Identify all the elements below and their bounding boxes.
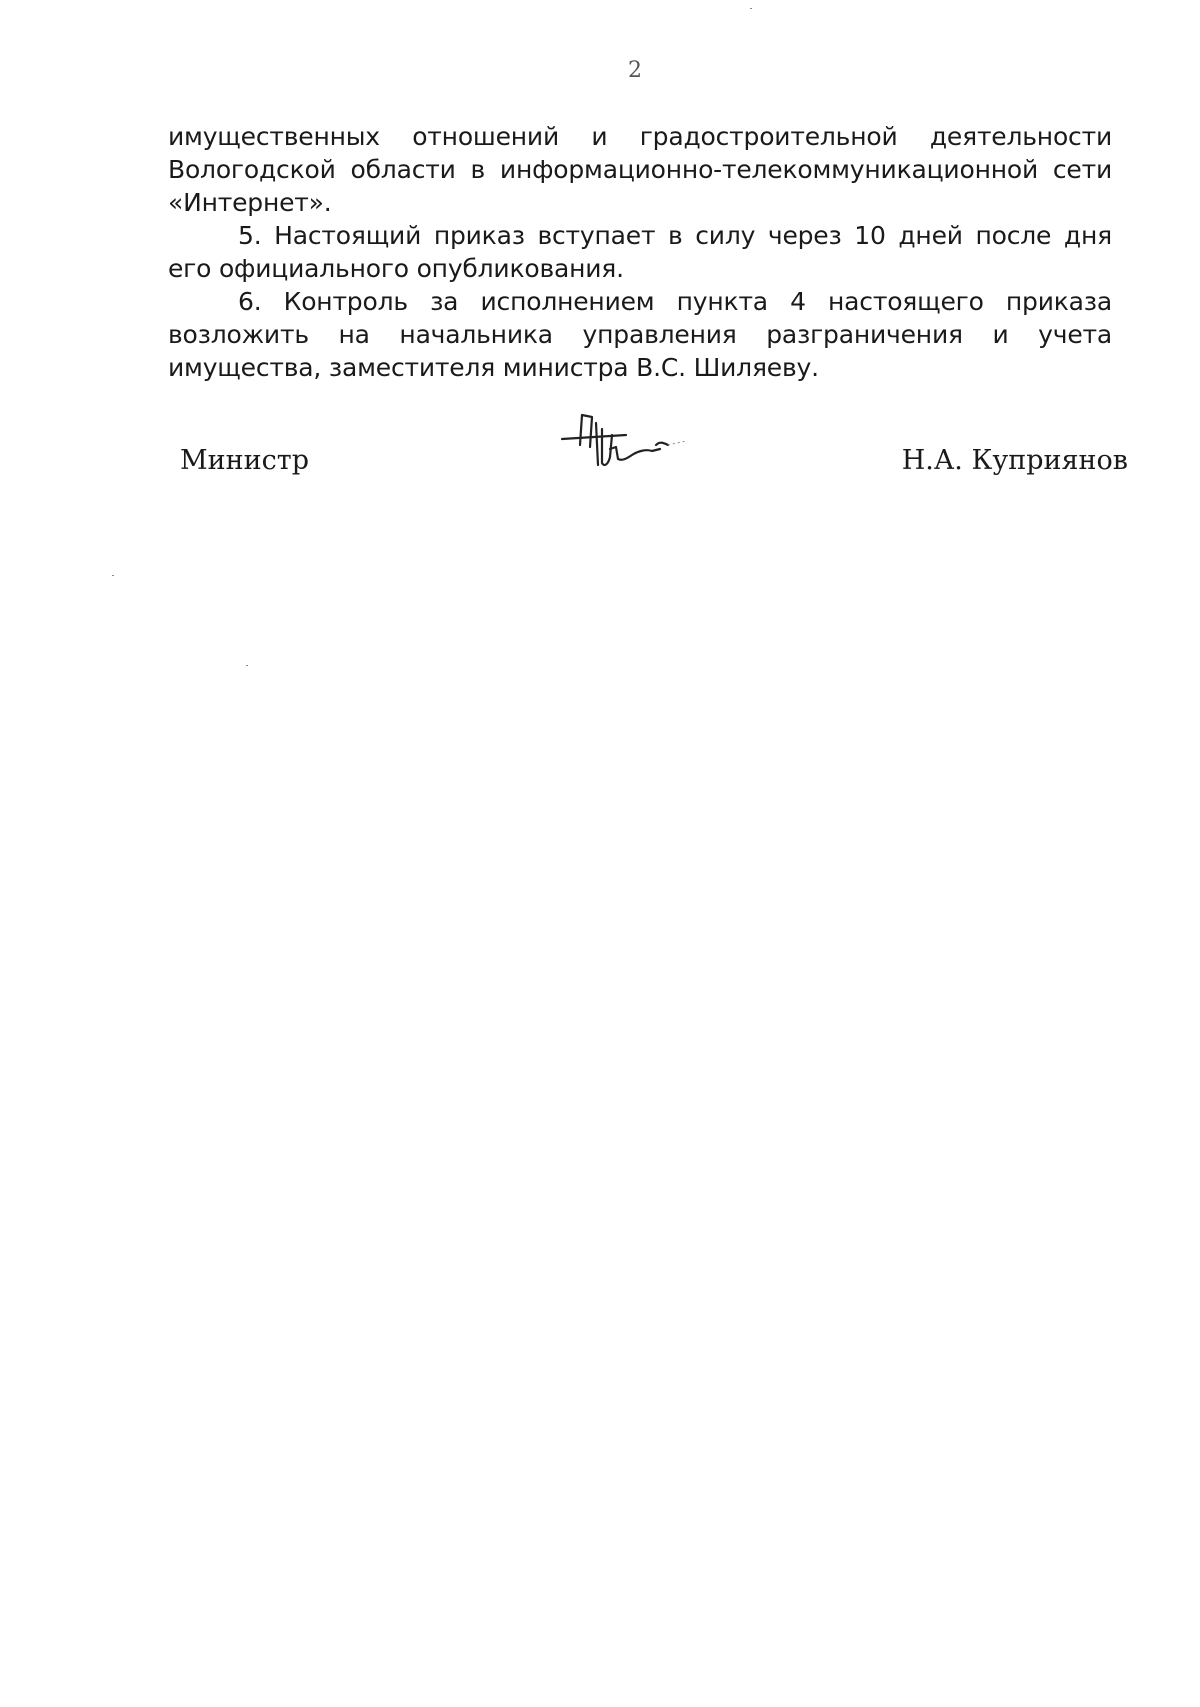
document-body: [168, 120, 1112, 384]
signer-position: Министр: [180, 445, 309, 476]
scan-speck: [112, 575, 114, 576]
scan-speck: [750, 8, 752, 9]
scan-speck: [246, 665, 248, 666]
signer-name: Н.А. Куприянов: [901, 445, 1128, 476]
paragraph-item-5: 5. Настоящий приказ вступает в силу через 10 дней после дня его официального опубликования.: [168, 221, 1112, 283]
paragraph-continuation: имущественных отношений и градостроительной деятельности Вологодской области в информационно-телекоммуникационной сети «Интернет».: [168, 122, 1112, 217]
signature-block: [0, 445, 1200, 485]
page-number: 2: [628, 58, 642, 83]
paragraph-item-6: 6. Контроль за исполнением пункта 4 настоящего приказа возложить на начальника управления разграничения и учета имущества, заместителя министра В.С. Шиляеву.: [168, 287, 1112, 382]
